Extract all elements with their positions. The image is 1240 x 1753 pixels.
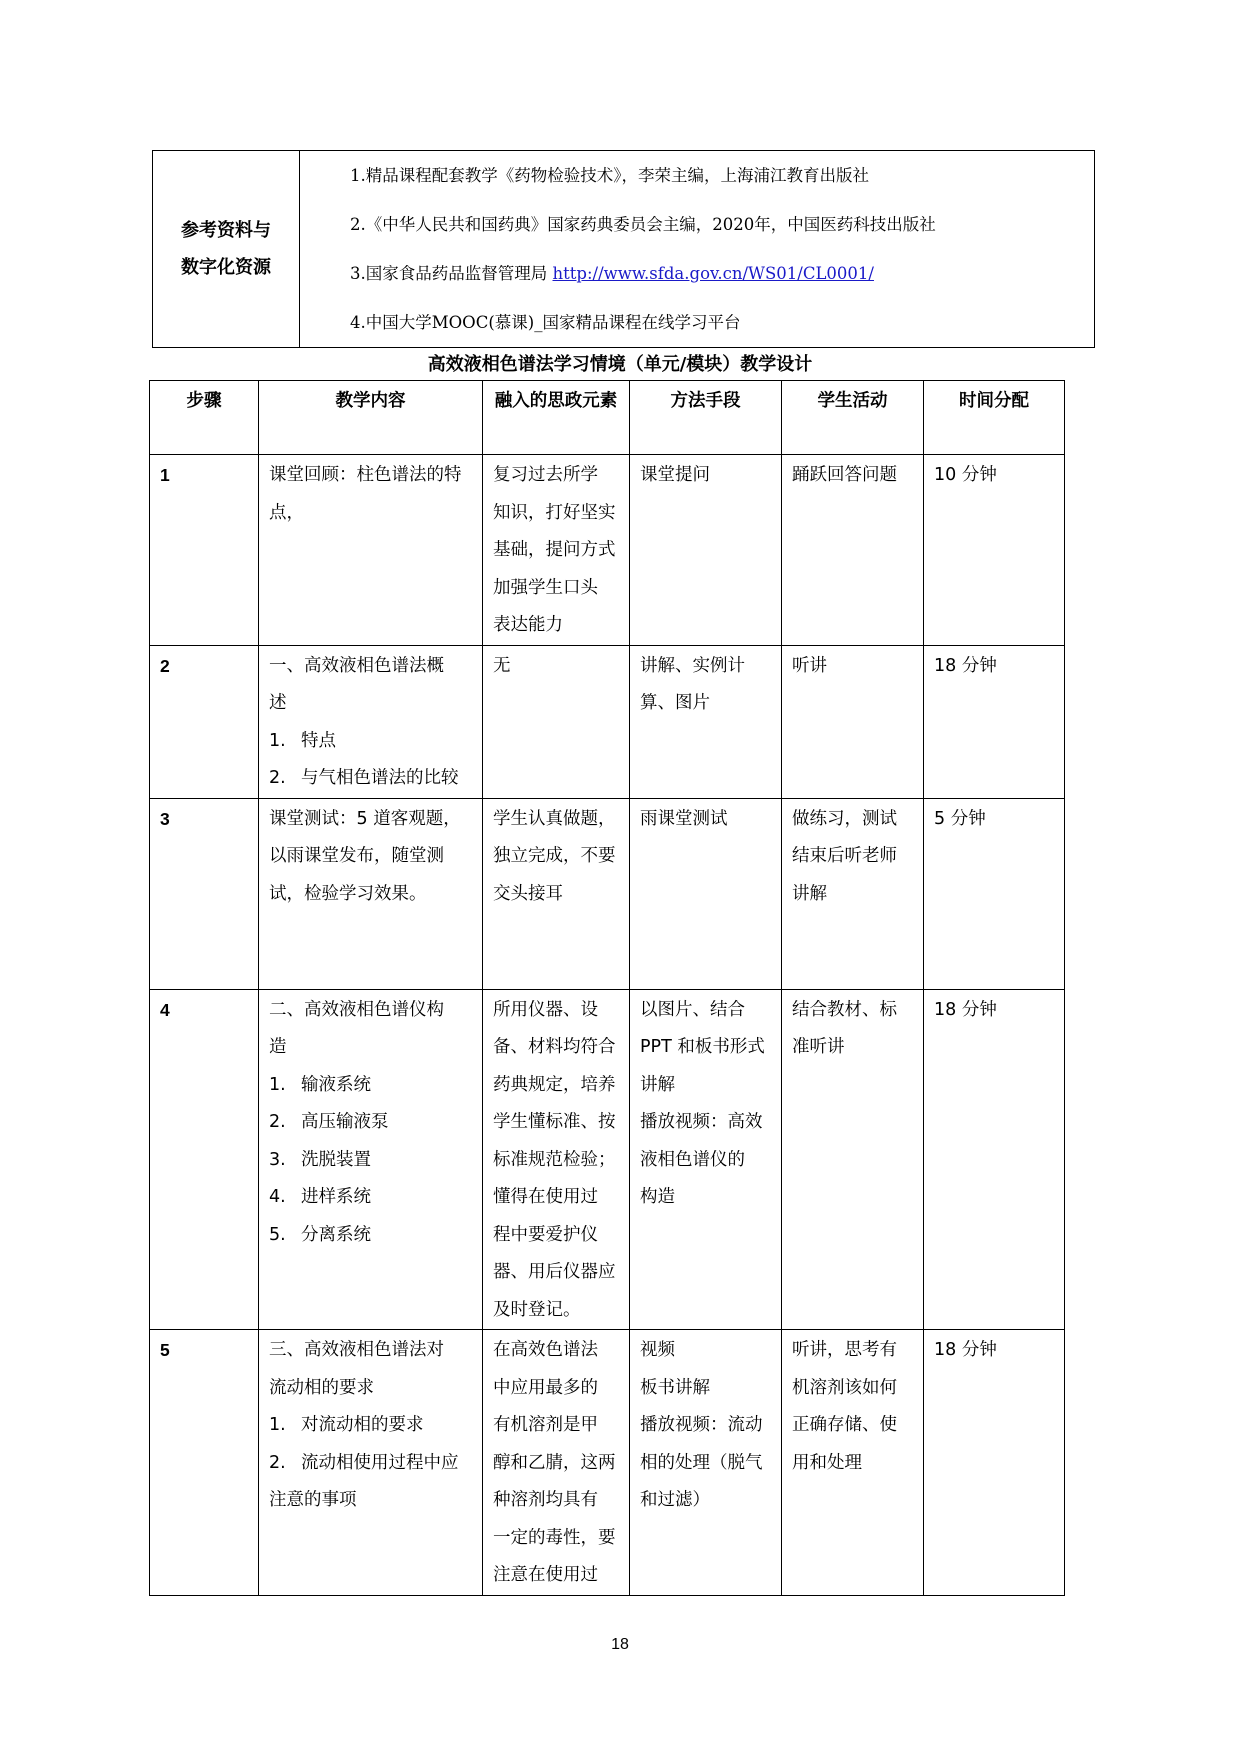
list-text: 对流动相的要求 <box>301 1415 424 1435</box>
activity-cell <box>782 645 924 798</box>
cell-line: 无 <box>493 655 511 676</box>
ideology-cell <box>483 798 630 989</box>
cell-line: 板书讲解 <box>640 1377 710 1398</box>
list-text: 流动相使用过程中应 <box>301 1452 459 1473</box>
cell-line: 播放视频：高效 <box>640 1112 763 1132</box>
reference-table <box>152 150 1095 348</box>
teaching-design-table <box>149 380 1065 1596</box>
cell-line: 结束后听老师 <box>792 846 897 866</box>
cell-line: 独立完成，不要 <box>493 846 616 866</box>
cell-line: 醇和乙腈，这两 <box>493 1452 616 1473</box>
table-row <box>150 645 1065 798</box>
cell-line: 播放视频：流动 <box>640 1415 763 1435</box>
method-cell <box>630 1330 782 1596</box>
cell-line: 做练习，测试 <box>792 808 897 829</box>
cell-line: 基础，提问方式 <box>493 540 616 560</box>
cell-line: 注意在使用过 <box>493 1565 598 1585</box>
cell-line: 注意的事项 <box>269 1490 357 1510</box>
list-number: 3. <box>269 1149 286 1170</box>
cell-line: 机溶剂该如何 <box>792 1377 897 1398</box>
step-cell: 2 <box>150 645 259 798</box>
ideology-cell <box>483 1330 630 1596</box>
reference-item-text: 3.国家食品药品监督管理局 <box>350 264 553 283</box>
activity-cell <box>782 798 924 989</box>
method-cell <box>630 645 782 798</box>
cell-line: 用和处理 <box>792 1452 862 1473</box>
list-number: 1. <box>269 1074 286 1095</box>
table-header-row <box>150 381 1065 455</box>
cell-line: 算、图片 <box>640 693 710 713</box>
cell-line <box>269 1142 472 1180</box>
cell-line: 中应用最多的 <box>493 1377 598 1398</box>
cell-line: 以图片、结合 <box>640 999 745 1020</box>
reference-label-line: 参考资料与 <box>181 220 271 241</box>
list-text: 进样系统 <box>301 1187 371 1207</box>
reference-item <box>300 249 1094 298</box>
section-title: 高效液相色谱法学习情境（单元/模块）教学设计 <box>427 354 813 375</box>
cell-line: 液相色谱仪的 <box>640 1149 745 1170</box>
table-row <box>150 1330 1065 1596</box>
cell-line: 复习过去所学 <box>493 465 598 485</box>
activity-cell <box>782 455 924 646</box>
reference-item: 4.中国大学MOOC(慕课)_国家精品课程在线学习平台 <box>350 313 741 332</box>
list-number: 2. <box>269 1452 286 1473</box>
header-step: 步骤 <box>150 381 259 455</box>
header-time: 时间分配 <box>924 381 1065 455</box>
cell-line: 加强学生口头 <box>493 577 598 598</box>
cell-line: 以雨课堂发布，随堂测 <box>269 846 444 866</box>
cell-line: 正确存储、使 <box>792 1415 897 1435</box>
table-row <box>150 989 1065 1330</box>
cell-line: 有机溶剂是甲 <box>493 1415 598 1435</box>
cell-line: 二、高效液相色谱仪构 <box>269 999 444 1020</box>
method-cell <box>630 798 782 989</box>
cell-line: 讲解 <box>640 1074 675 1095</box>
list-text: 高压输液泵 <box>301 1112 389 1132</box>
cell-line: 课堂提问 <box>640 465 710 485</box>
cell-line <box>269 760 472 798</box>
cell-line: 造 <box>269 1037 287 1057</box>
list-text: 洗脱装置 <box>301 1149 371 1170</box>
table-row <box>150 798 1065 989</box>
method-cell <box>630 455 782 646</box>
time-cell: 10 分钟 <box>924 455 1065 646</box>
cell-line: 述 <box>269 693 287 713</box>
reference-item: 2.《中华人民共和国药典》国家药典委员会主编，2020年，中国医药科技出版社 <box>350 215 936 234</box>
cell-line: 结合教材、标 <box>792 999 897 1020</box>
cell-line: 及时登记。 <box>493 1299 581 1320</box>
cell-line: 药典规定，培养 <box>493 1074 616 1095</box>
activity-cell <box>782 989 924 1330</box>
cell-line: 听讲，思考有 <box>792 1340 897 1360</box>
time-cell: 18 分钟 <box>924 645 1065 798</box>
page-number: 18 <box>611 1636 629 1653</box>
content-cell <box>259 645 483 798</box>
cell-line: 一、高效液相色谱法概 <box>269 655 444 676</box>
list-number: 1. <box>269 730 286 751</box>
cell-line <box>269 1445 472 1483</box>
list-text: 输液系统 <box>301 1074 371 1095</box>
table-row <box>150 455 1065 646</box>
list-text: 与气相色谱法的比较 <box>301 768 459 788</box>
time-cell: 5 分钟 <box>924 798 1065 989</box>
cell-line <box>269 1067 472 1105</box>
list-text: 特点 <box>301 730 336 751</box>
activity-cell <box>782 1330 924 1596</box>
list-number: 5. <box>269 1224 286 1245</box>
cell-line: 学生认真做题， <box>493 808 616 829</box>
step-cell: 4 <box>150 989 259 1330</box>
list-number: 2. <box>269 768 286 788</box>
cell-line: 试，检验学习效果。 <box>269 883 427 904</box>
header-activity: 学生活动 <box>782 381 924 455</box>
step-cell: 3 <box>150 798 259 989</box>
cell-line <box>269 723 472 761</box>
cell-line: 相的处理（脱气 <box>640 1452 763 1473</box>
cell-line: 所用仪器、设 <box>493 999 598 1020</box>
cell-line: 标准规范检验； <box>493 1149 616 1170</box>
reference-label-line: 数字化资源 <box>181 257 271 278</box>
cell-line: 交头接耳 <box>493 883 563 904</box>
list-number: 4. <box>269 1187 286 1207</box>
cell-line: 讲解、实例计 <box>640 655 745 676</box>
cell-line: 踊跃回答问题 <box>792 465 897 485</box>
header-ideology: 融入的思政元素 <box>483 381 630 455</box>
cell-line: 讲解 <box>792 883 827 904</box>
cell-line: 一定的毒性，要 <box>493 1527 616 1548</box>
reference-label <box>153 151 300 348</box>
header-method: 方法手段 <box>630 381 782 455</box>
cell-line: 准听讲 <box>792 1037 845 1057</box>
cell-line: 课堂测试：5 道客观题， <box>269 808 461 829</box>
cell-line <box>269 1217 472 1255</box>
cell-line: 和过滤） <box>640 1490 710 1510</box>
cell-line: PPT 和板书形式 <box>640 1037 765 1057</box>
content-cell <box>259 798 483 989</box>
step-cell: 1 <box>150 455 259 646</box>
cell-line: 知识，打好坚实 <box>493 502 616 523</box>
content-cell <box>259 989 483 1330</box>
cell-line: 课堂回顾：柱色谱法的特 <box>269 465 462 485</box>
content-cell <box>259 1330 483 1596</box>
cell-line <box>269 1104 472 1142</box>
cell-line: 在高效色谱法 <box>493 1340 598 1360</box>
cell-line: 器、用后仪器应 <box>493 1262 616 1282</box>
cell-line: 学生懂标准、按 <box>493 1112 616 1132</box>
list-number: 1. <box>269 1415 286 1435</box>
cell-line: 表达能力 <box>493 615 563 635</box>
cell-line: 点， <box>269 502 304 523</box>
reference-item: 1.精品课程配套教学《药物检验技术》，李荣主编，上海浦江教育出版社 <box>350 166 869 185</box>
cell-line: 备、材料均符合 <box>493 1037 616 1057</box>
cell-line <box>269 1179 472 1217</box>
list-number: 2. <box>269 1112 286 1132</box>
cell-line: 视频 <box>640 1340 675 1360</box>
cell-line: 程中要爱护仪 <box>493 1224 598 1245</box>
cell-line: 构造 <box>640 1187 675 1207</box>
step-cell: 5 <box>150 1330 259 1596</box>
reference-link[interactable]: http://www.sfda.gov.cn/WS01/CL0001/ <box>552 264 874 283</box>
time-cell: 18 分钟 <box>924 989 1065 1330</box>
list-text: 分离系统 <box>301 1224 371 1245</box>
ideology-cell <box>483 645 630 798</box>
content-cell <box>259 455 483 646</box>
cell-line: 三、高效液相色谱法对 <box>269 1340 444 1360</box>
ideology-cell <box>483 455 630 646</box>
cell-line: 懂得在使用过 <box>493 1187 598 1207</box>
time-cell: 18 分钟 <box>924 1330 1065 1596</box>
cell-line: 流动相的要求 <box>269 1377 374 1398</box>
header-content: 教学内容 <box>259 381 483 455</box>
cell-line: 种溶剂均具有 <box>493 1490 598 1510</box>
cell-line <box>269 1407 472 1445</box>
reference-list <box>300 151 1095 348</box>
method-cell <box>630 989 782 1330</box>
cell-line: 雨课堂测试 <box>640 808 728 829</box>
cell-line: 听讲 <box>792 655 827 676</box>
ideology-cell <box>483 989 630 1330</box>
